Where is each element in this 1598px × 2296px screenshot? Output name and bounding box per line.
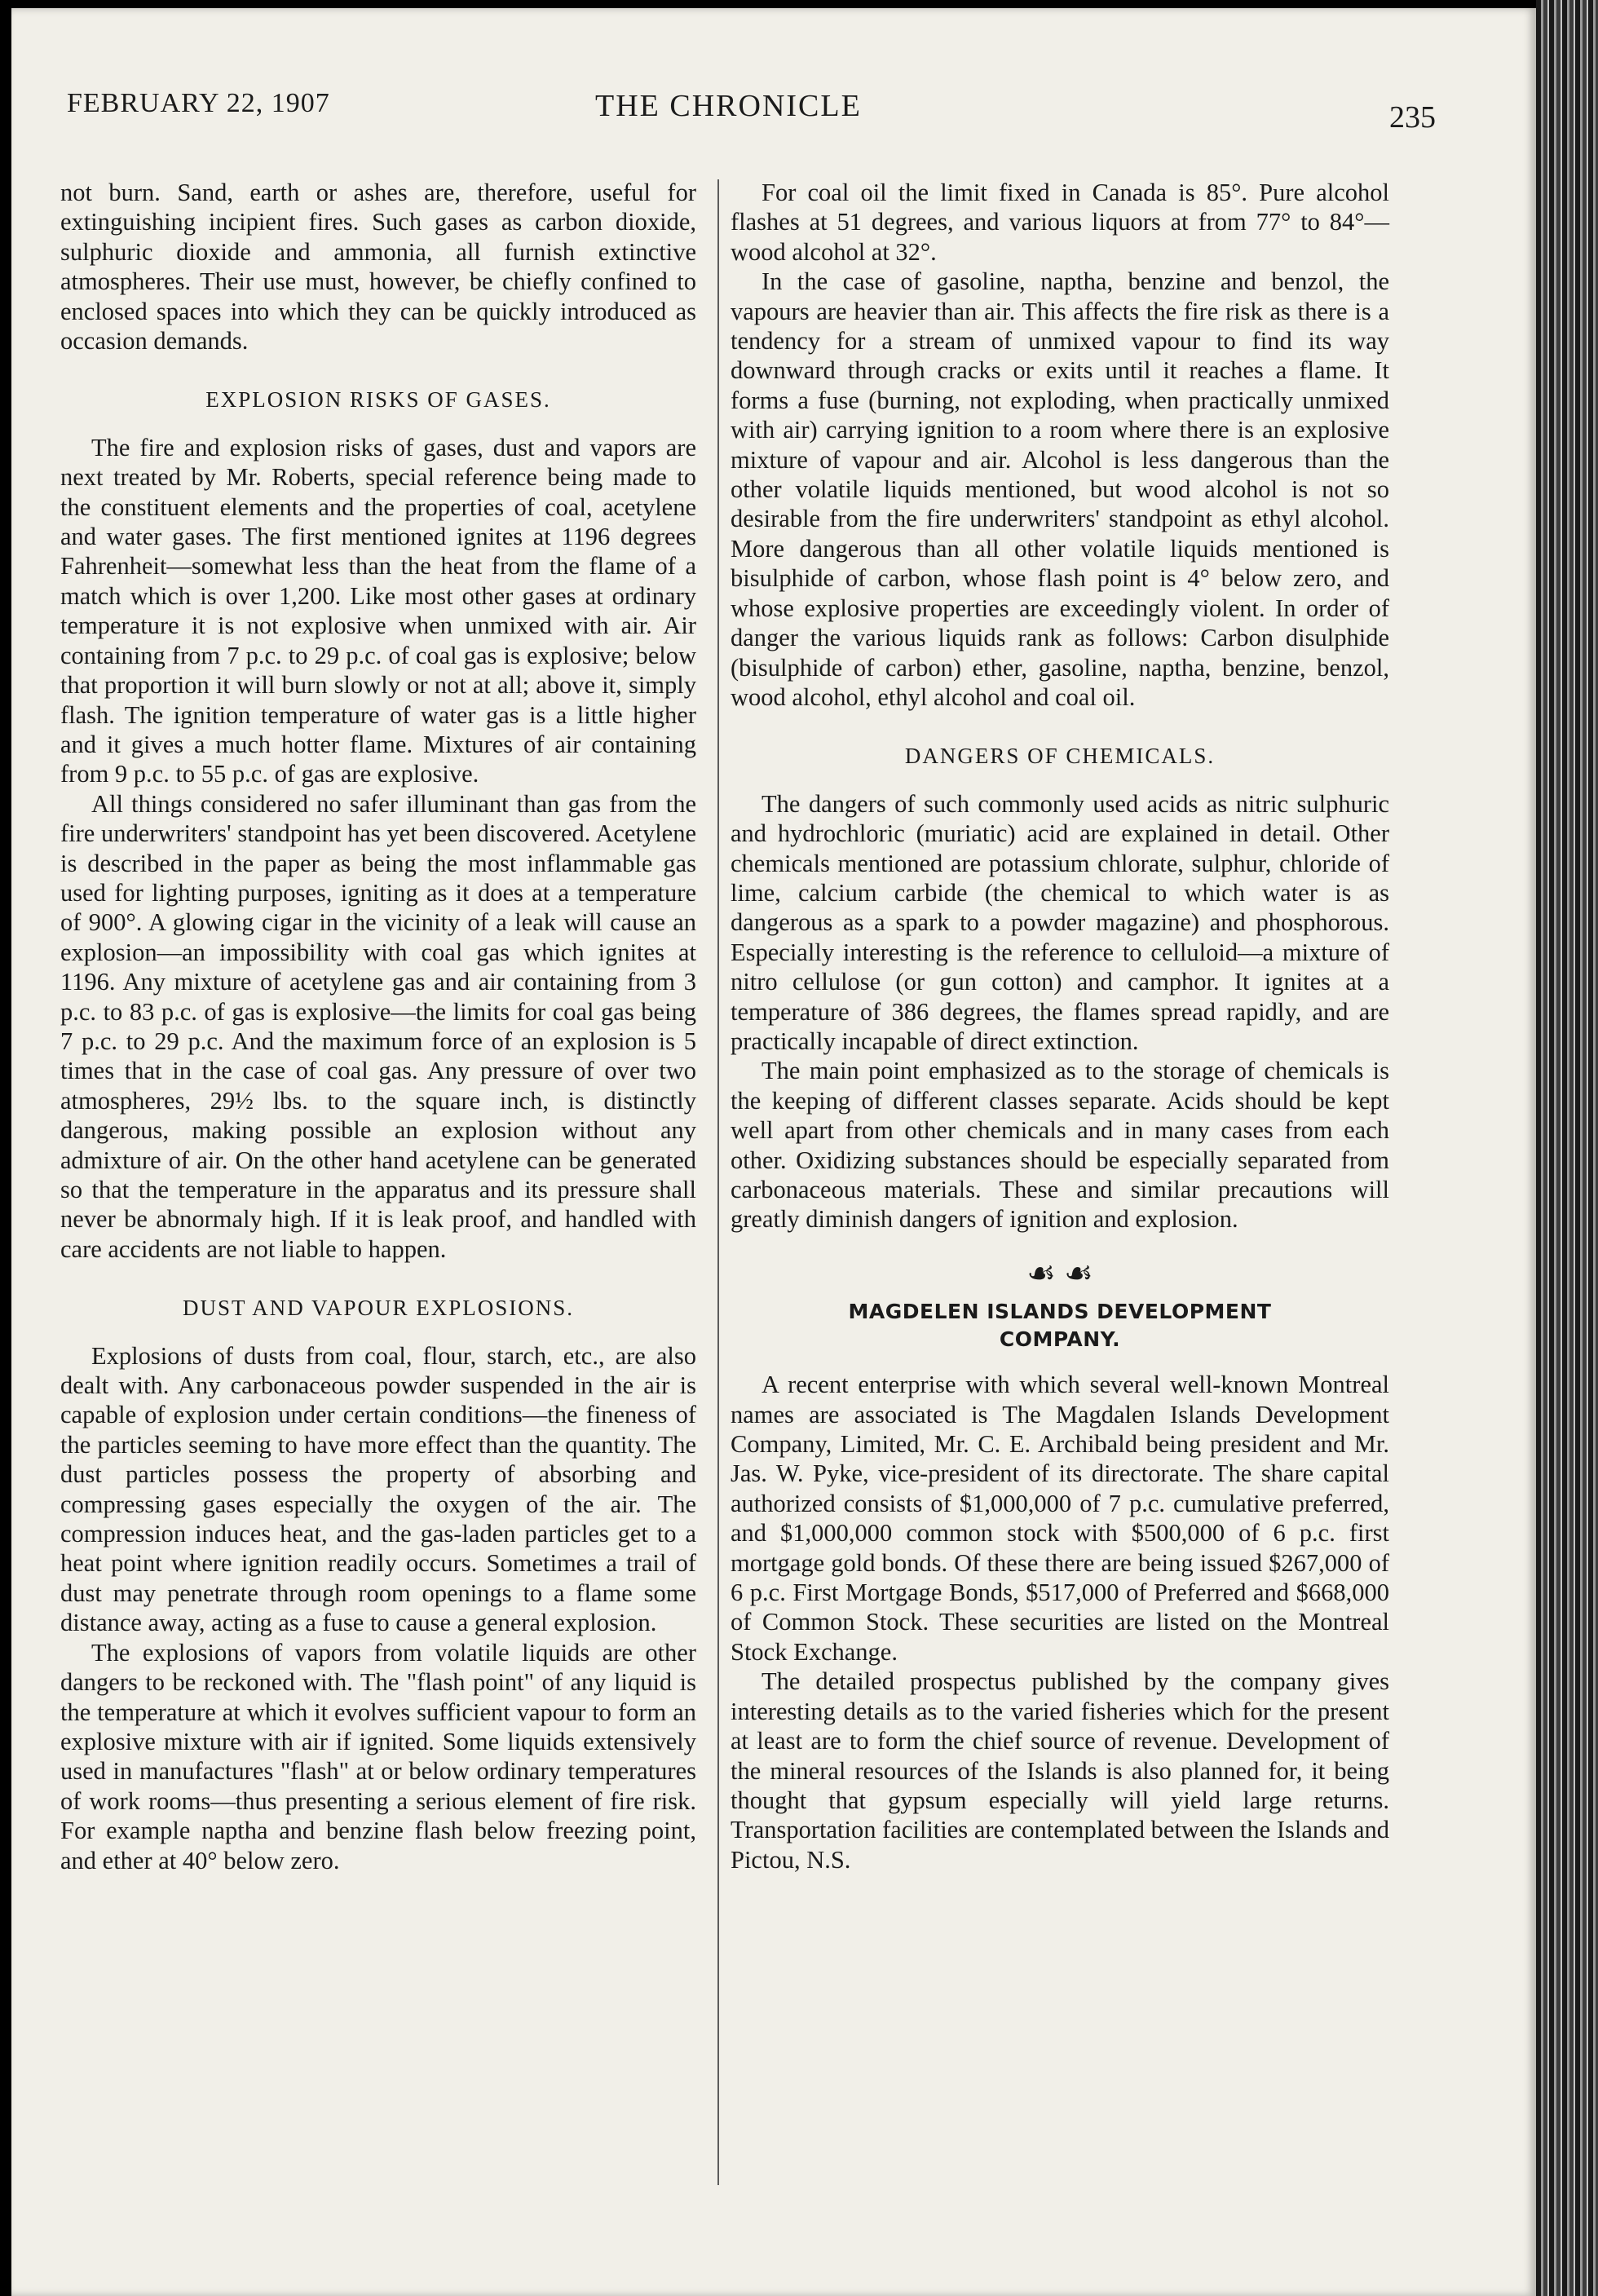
- newspaper-page: [11, 8, 1536, 2296]
- page-number: 235: [1389, 100, 1436, 135]
- book-spine-edge: [1536, 0, 1598, 2296]
- heading-dust-and-vapour-explosions: DUST AND VAPOUR EXPLOSIONS.: [182, 1296, 575, 1321]
- running-head-date: FEBRUARY 22, 1907: [67, 88, 330, 118]
- heading-explosion-risks-of-gases: EXPLOSION RISKS OF GASES.: [205, 387, 551, 413]
- gases-paragraph-1: The fire and explosion risks of gases, dust and vapors are next treated by Mr. Roberts, special reference being made to the constituent elements and the properties of coal, acetylene and water gases. The first mentioned ignites at 1196 degrees Fahrenheit—somewhat less than the heat from the flame of a match which is over 1,200. Like most other gases at ordinary temperature it is not explosive when unmixed with air. Air containing from 7 p.c. to 29 p.c. of coal gas is explosive; below that proportion it will burn slowly or not at all; above it, simply flash. The ignition temperature of water gas is a little higher and it gives a much hotter flame. Mixtures of air containing from 9 p.c. to 55 p.c. of gas are explosive.: [60, 433, 696, 788]
- gasoline-paragraph: In the case of gasoline, naptha, benzine and benzol, the vapours are heavier than air. This affects the fire risk as there is a tendency for a stream of unmixed vapour to find its way downward through cracks or exits until it reaches a flame. It forms a fuse (burning, not exploding, when practically unmixed with air) carrying ignition to a room where there is an explosive mixture of vapour and air. Alcohol is less dangerous than the other volatile liquids mentioned, but wood alcohol is not so desirable from the fire underwriters' standpoint as ethyl alcohol. More dangerous than all other volatile liquids mentioned is bisulphide of carbon, whose flash point is 4° below zero, and whose explosive properties are exceedingly violent. In order of danger the various liquids rank as follows: Carbon disulphide (bisulphide of carbon) ether, gasoline, naptha, benzine, benzol, wood alcohol, ethyl alcohol and coal oil.: [731, 267, 1389, 711]
- coal-oil-paragraph: For coal oil the limit fixed in Canada is 85°. Pure alcohol flashes at 51 degrees, and various liquors at from 77° to 84°—wood alcohol at 32°.: [731, 179, 1389, 266]
- heading-dangers-of-chemicals: DANGERS OF CHEMICALS.: [904, 744, 1216, 769]
- article-headline-line-1: MAGDELEN ISLANDS DEVELOPMENT: [848, 1300, 1272, 1324]
- article-headline: [731, 1298, 1389, 1353]
- section-ornament: ☙ ☙: [1026, 1254, 1093, 1292]
- article-headline-line-2: COMPANY.: [999, 1327, 1121, 1352]
- dust-paragraph-2: The explosions of vapors from volatile liquids are other dangers to be reckoned with. The "flash point" of any liquid is the temperature at which it evolves sufficient vapour to form an explosive mixture with air if ignited. Some liquids extensively used in manufactures "flash" at or below ordinary temperatures of work rooms—thus presenting a serious element of fire risk. For example naptha and benzine flash below freezing point, and ether at 40° below zero.: [60, 1638, 696, 1874]
- intro-paragraph: not burn. Sand, earth or ashes are, therefore, useful for extinguishing incipient fires. Such gases as carbon dioxide, sulphuric dioxide and ammonia, all furnish extinctive atmospheres. Their use must, however, be chiefly confined to enclosed spaces into which they can be quickly introduced as occasion demands.: [60, 179, 696, 355]
- dust-paragraph-1: Explosions of dusts from coal, flour, starch, etc., are also dealt with. Any carbonaceous powder suspended in the air is capable of explosion under certain conditions—the fineness of the particles seeming to have more effect than the quantity. The dust particles possess the property of absorbing and compressing gases especially the oxygen of the air. The compression induces heat, and the gas-laden particles get to a heat point where ignition readily occurs. Sometimes a trail of dust may penetrate through room openings to a flame some distance away, acting as a fuse to cause a general explosion.: [60, 1341, 696, 1637]
- company-paragraph-2: The detailed prospectus published by the company gives interesting details as to the varied fisheries which for the present at least are to form the chief source of revenue. Development of the mineral resources of the Islands is also planned for, it being thought that gypsum especially will yield large returns. Transportation facilities are contemplated between the Islands and Pictou, N.S.: [731, 1667, 1389, 1874]
- column-divider: [717, 179, 719, 2185]
- chemicals-paragraph-2: The main point emphasized as to the storage of chemicals is the keeping of different classes separate. Acids should be kept well apart from other chemicals and in many cases from each other. Oxidizing substances should be especially separated from carbonaceous materials. These and similar precautions will greatly diminish dangers of ignition and explosion.: [731, 1057, 1389, 1234]
- publication-title: THE CHRONICLE: [595, 89, 862, 123]
- chemicals-paragraph-1: The dangers of such commonly used acids as nitric sulphuric and hydrochloric (muriatic) acid are explained in detail. Other chemicals mentioned are potassium chlorate, sulphur, chloride of lime, calcium carbide (the chemical to which water is as dangerous as a spark to a powder magazine) and phosphorous. Especially interesting is the reference to celluloid—a mixture of nitro cellulose (or gun cotton) and camphor. It ignites at a temperature of 386 degrees, the flames spread rapidly, and are practically incapable of direct extinction.: [731, 789, 1389, 1055]
- right-column: [731, 178, 1389, 1874]
- left-column: [60, 178, 696, 1875]
- company-paragraph-1: A recent enterprise with which several well-known Montreal names are associated is The Magdalen Islands Development Company, Limited, Mr. C. E. Archibald being president and Mr. Jas. W. Pyke, vice-president of its directorate. The share capital authorized consists of $1,000,000 of 7 p.c. cumulative preferred, and $1,000,000 common stock with $500,000 of 6 p.c. first mortgage gold bonds. Of these there are being issued $267,000 of 6 p.c. First Mortgage Bonds, $517,000 of Preferred and $668,000 of Common Stock. These securities are listed on the Montreal Stock Exchange.: [731, 1371, 1389, 1666]
- gases-paragraph-2: All things considered no safer illuminant than gas from the fire underwriters' standpoint has yet been discovered. Acetylene is described in the paper as being the most inflammable gas used for lighting purposes, igniting as it does at a temperature of 900°. A glowing cigar in the vicinity of a leak will cause an explosion—an impossibility with coal gas which ignites at 1196. Any mixture of acetylene gas and air containing from 3 p.c. to 83 p.c. of gas is explosive—the limits for coal gas being 7 p.c. to 29 p.c. And the maximum force of an explosion is 5 times that in the case of coal gas. Any pressure of over two atmospheres, 29½ lbs. to the square inch, is distinctly dangerous, making possible an explosion without any admixture of air. On the other hand acetylene can be generated so that the temperature in the apparatus and its pressure shall never be abnormaly high. If it is leak proof, and handled with care accidents are not liable to happen.: [60, 789, 696, 1263]
